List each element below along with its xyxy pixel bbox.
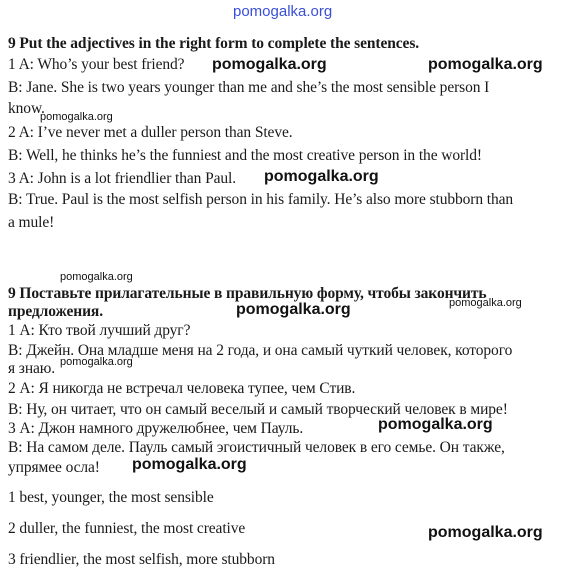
en-line-2: B: Jane. She is two years younger than me and she’s the most sensible person I bbox=[8, 79, 490, 96]
watermark: pomogalka.org bbox=[212, 56, 327, 73]
ru-line-7: В: На самом деле. Пауль самый эгоистичный человек в его семье. Он также, bbox=[8, 439, 505, 456]
watermark: pomogalka.org bbox=[428, 524, 543, 541]
en-line-7: B: True. Paul is the most selfish person in his family. He’s also more stubborn than bbox=[8, 191, 514, 208]
ru-line-3: я знаю. bbox=[8, 360, 56, 377]
watermark: pomogalka.org bbox=[428, 56, 543, 73]
watermark: pomogalka.org bbox=[449, 297, 522, 309]
en-line-8: a mule! bbox=[8, 214, 55, 231]
en-line-4: 2 A: I’ve never met a duller person than Steve. bbox=[8, 124, 293, 141]
heading-ru-2: предложения. bbox=[8, 303, 103, 320]
en-line-5: B: Well, he thinks he’s the funniest and the most creative person in the world! bbox=[8, 147, 482, 164]
watermark: pomogalka.org bbox=[40, 111, 113, 123]
watermark: pomogalka.org bbox=[264, 168, 379, 185]
watermark: pomogalka.org bbox=[378, 416, 493, 433]
en-line-3: know. bbox=[8, 100, 45, 117]
heading-ru-1: 9 Поставьте прилагательные в правильную форму, чтобы закончить bbox=[8, 285, 487, 302]
ru-line-1: 1 А: Кто твой лучший друг? bbox=[8, 322, 191, 339]
heading-en: 9 Put the adjectives in the right form to complete the sentences. bbox=[8, 35, 420, 52]
ru-line-6: 3 А: Джон намного дружелюбнее, чем Пауль. bbox=[8, 420, 304, 437]
ru-line-8: упрямее осла! bbox=[8, 459, 100, 476]
en-line-1: 1 A: Who’s your best friend? bbox=[8, 56, 185, 73]
answer-3: 3 friendlier, the most selfish, more stubborn bbox=[8, 551, 275, 568]
en-line-6: 3 A: John is a lot friendlier than Paul. bbox=[8, 170, 237, 187]
ru-line-4: 2 А: Я никогда не встречал человека тупее, чем Стив. bbox=[8, 380, 356, 397]
answer-2: 2 duller, the funniest, the most creative bbox=[8, 520, 246, 537]
watermark: pomogalka.org bbox=[236, 301, 351, 318]
answer-1: 1 best, younger, the most sensible bbox=[8, 489, 214, 506]
watermark: pomogalka.org bbox=[60, 271, 133, 283]
ru-line-5: В: Ну, он читает, что он самый веселый и самый творческий человек в мире! bbox=[8, 401, 508, 418]
watermark: pomogalka.org bbox=[132, 456, 247, 473]
watermark-top[interactable]: pomogalka.org bbox=[233, 3, 333, 20]
ru-line-2: В: Джейн. Она младше меня на 2 года, и она самый чуткий человек, которого bbox=[8, 342, 513, 359]
watermark: pomogalka.org bbox=[60, 356, 133, 368]
